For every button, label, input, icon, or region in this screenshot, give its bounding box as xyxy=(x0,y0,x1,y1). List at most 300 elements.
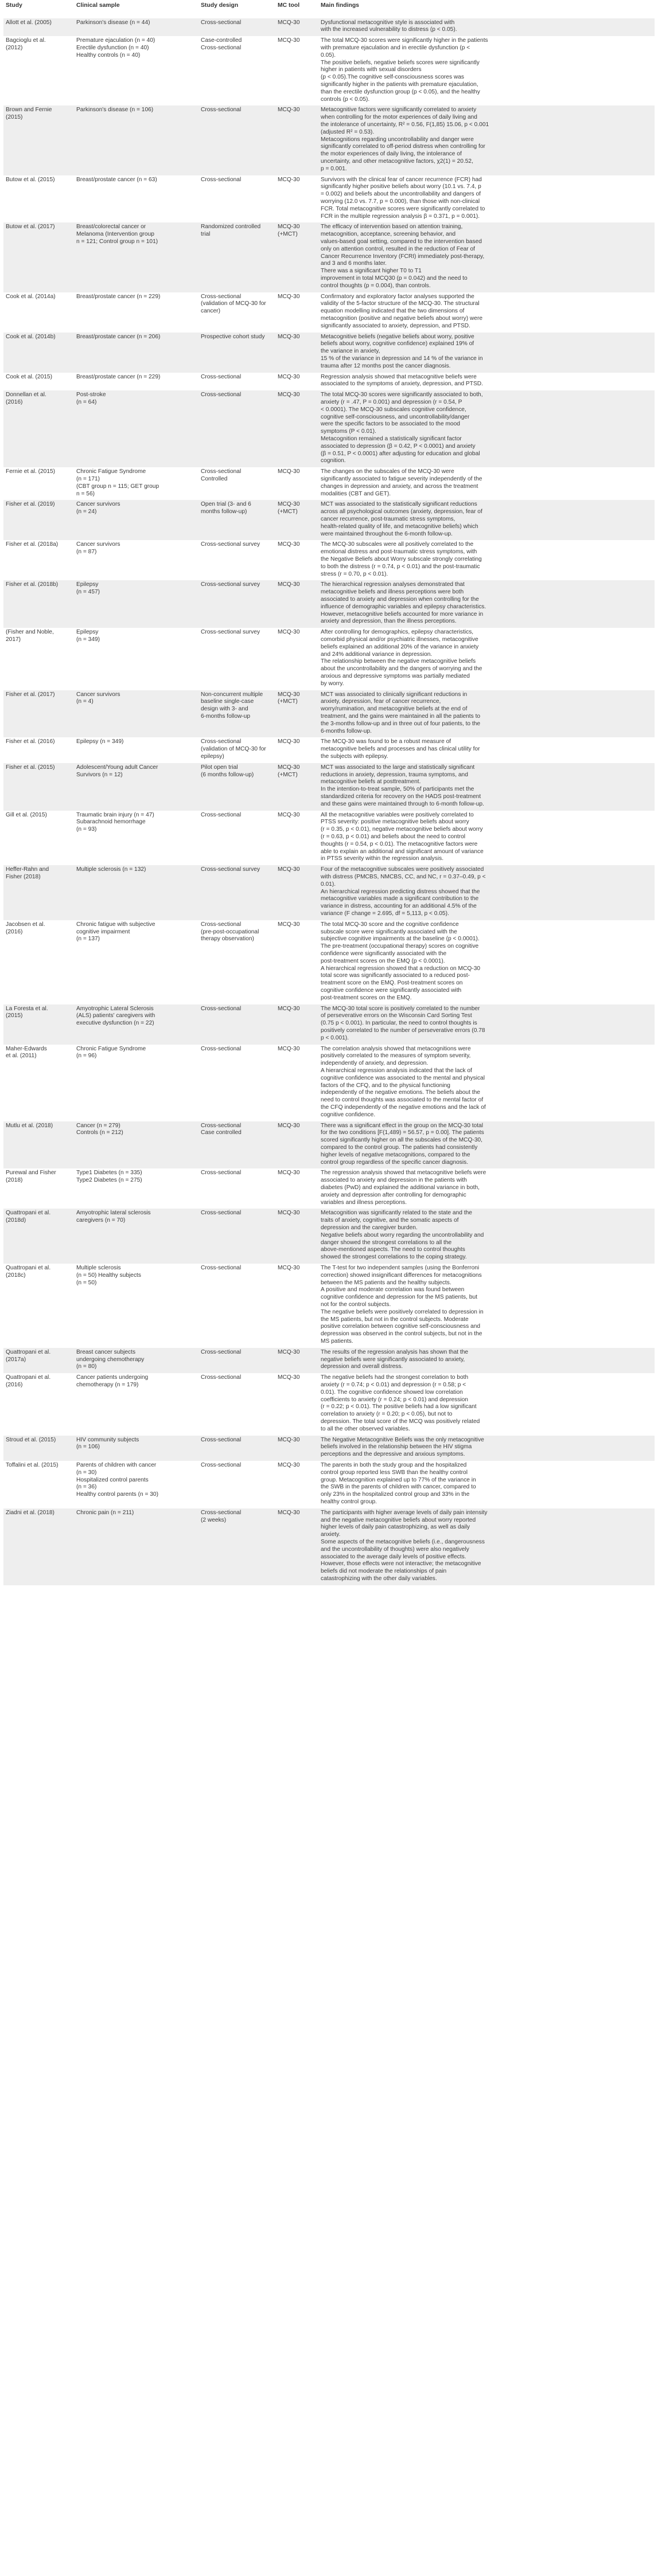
main-findings-cell-line: values-based goal setting, compared to the intervention based xyxy=(321,238,482,245)
mc-tool-cell-line: MCQ-30 xyxy=(278,501,300,508)
main-findings-cell-line: diabetes (PwD) and explained the additional variance in both, xyxy=(321,1184,480,1191)
main-findings-cell-line: MCT was associated to the large and statistically significant xyxy=(321,764,475,771)
clinical-sample-cell-line: Chronic fatigue with subjective xyxy=(76,921,155,928)
study-cell-line: Cook et al. (2014b) xyxy=(6,333,56,340)
main-findings-cell-line: The changes on the subscales of the MCQ-30 were xyxy=(321,468,454,475)
study-cell xyxy=(6,1437,75,1444)
study-design-cell-line: Cross-sectional xyxy=(201,44,242,51)
table-row xyxy=(3,1209,655,1264)
mc-tool-cell-line: MCQ-30 xyxy=(278,468,300,475)
clinical-sample-cell-line: Breast cancer subjects xyxy=(76,1348,136,1355)
study-cell-line: Donnellan et al. xyxy=(6,392,46,398)
header-mc-tool: MC tool xyxy=(278,2,300,9)
main-findings-cell-line: and the negative metacognitive beliefs about worry reported xyxy=(321,1516,476,1523)
main-findings-cell-line: The total MCQ-30 scores were significantly higher in the patients xyxy=(321,37,488,44)
main-findings-cell-line: confidence were significantly associated with the xyxy=(321,950,447,957)
main-findings-cell-line: group. Metacognition explained up to 77% of the variance in xyxy=(321,1476,476,1483)
main-findings-cell-line: beliefs did not moderate the relationships of pain xyxy=(321,1568,447,1575)
study-cell-line: Quattropani et al. xyxy=(6,1374,51,1381)
main-findings-cell-line: cognitive self-consciousness, and uncontrollability/danger xyxy=(321,413,470,420)
clinical-sample-cell xyxy=(76,468,200,498)
main-findings-cell xyxy=(321,866,655,918)
main-findings-cell-line: anxious and depressive symptoms was partially mediated xyxy=(321,673,470,679)
main-findings-cell-line: showed the strongest correlations to the coping strategy. xyxy=(321,1254,467,1261)
main-findings-cell-line: higher in patients with sexual disorders xyxy=(321,67,422,73)
mc-tool-cell-line: MCQ-30 xyxy=(278,1170,300,1176)
main-findings-cell-line: treatment score on the EMQ. Post-treatment scores on xyxy=(321,980,463,987)
mc-tool-cell-line: MCQ-30 xyxy=(278,629,300,636)
study-design-cell xyxy=(201,1210,272,1217)
main-findings-cell-line: PTSS severity: positive metacognitive beliefs about worry xyxy=(321,819,469,826)
study-cell-line: Brown and Fernie xyxy=(6,107,52,114)
study-cell-line: Fisher et al. (2015) xyxy=(6,764,55,771)
study-cell xyxy=(6,1510,75,1517)
study-design-cell xyxy=(201,1265,272,1272)
study-design-cell-line: Cross-sectional xyxy=(201,1170,242,1176)
clinical-sample-cell-line: Healthy control parents (n = 30) xyxy=(76,1491,158,1498)
main-findings-cell-line: depression was observed in the control subjects, but not in the xyxy=(321,1331,482,1338)
study-cell xyxy=(6,541,75,549)
main-findings-cell-line: post-treatment scores on the EMQ. xyxy=(321,994,412,1001)
table-row xyxy=(3,390,655,467)
clinical-sample-cell xyxy=(76,1374,200,1389)
table-row xyxy=(3,467,655,500)
mc-tool-cell-line: MCQ-30 xyxy=(278,19,300,26)
main-findings-cell-line: worry/rumination, and metacognitive beliefs at the end of xyxy=(321,706,468,713)
main-findings-cell-line: and 3 and 6 months later. xyxy=(321,260,387,267)
study-cell-line: et al. (2011) xyxy=(6,1053,37,1060)
table-row xyxy=(3,763,655,811)
mc-tool-cell-line: (+MCT) xyxy=(278,509,298,515)
clinical-sample-cell xyxy=(76,812,200,834)
clinical-sample-cell xyxy=(76,1046,200,1061)
main-findings-cell-line: only on attention control, resulted in the reduction of Fear of xyxy=(321,245,475,252)
study-design-cell xyxy=(201,921,272,943)
mc-tool-cell xyxy=(278,37,318,45)
main-findings-cell-line: total score was significantly associated to a reduced post- xyxy=(321,972,470,979)
main-findings-cell-line: the variance in anxiety, xyxy=(321,348,380,355)
main-findings-cell-line: need to control thoughts was associated to the mental factor of xyxy=(321,1097,484,1104)
study-cell-line: Quattropani et al. xyxy=(6,1265,51,1271)
study-design-cell-line: Randomized controlled xyxy=(201,224,261,230)
clinical-sample-cell-line: Adolescent/Young adult Cancer xyxy=(76,764,158,771)
clinical-sample-cell-line: Parkinson's disease (n = 44) xyxy=(76,19,150,26)
study-cell-line: La Foresta et al. xyxy=(6,1005,48,1012)
main-findings-cell-line: when controlling for the motor experiences of daily living and xyxy=(321,114,477,121)
main-findings-cell xyxy=(321,541,655,578)
main-findings-cell-line: only 23% in the hospitalized control group and 33% in the xyxy=(321,1491,470,1498)
study-design-cell-line: Non-concurrent multiple xyxy=(201,691,263,698)
clinical-sample-cell-line: Traumatic brain injury (n = 47) xyxy=(76,811,154,818)
main-findings-cell-line: significantly higher in the patients with premature ejaculation, xyxy=(321,81,478,88)
mc-tool-cell-line: MCQ-30 xyxy=(278,581,300,588)
main-findings-cell-line: anxiety (r = 0.74; p < 0.01) and depression (r = 0.58; p < xyxy=(321,1381,466,1388)
main-findings-cell-line: metacognitive beliefs and processes and has clinical utility for xyxy=(321,746,480,753)
clinical-sample-cell xyxy=(76,501,200,516)
table-row xyxy=(3,292,655,333)
clinical-sample-cell-line: Subarachnoid hemorrhage xyxy=(76,819,146,826)
main-findings-cell-line: 0.01). The cognitive confidence showed low correlation xyxy=(321,1389,463,1396)
table-row xyxy=(3,811,655,866)
mc-tool-cell-line: MCQ-30 xyxy=(278,541,300,548)
main-findings-cell xyxy=(321,1006,655,1042)
study-cell xyxy=(6,1170,75,1185)
main-findings-cell-line: The MCQ-30 total score is positively correlated to the number xyxy=(321,1005,480,1012)
main-findings-cell-line: cognitive confidence. xyxy=(321,1111,376,1118)
main-findings-cell-line: between the MS patients and the healthy subjects. xyxy=(321,1279,451,1286)
study-cell-line: (2012) xyxy=(6,44,23,51)
study-cell xyxy=(6,501,75,509)
main-findings-cell-line: and 24% additional variance in depression. xyxy=(321,651,433,658)
clinical-sample-cell-line: Cancer survivors xyxy=(76,691,120,698)
clinical-sample-cell-line: n = 121; Control group n = 101) xyxy=(76,238,158,245)
main-findings-cell-line: A hierarchical regression analysis indicated that the lack of xyxy=(321,1067,472,1074)
main-findings-cell-line: metacognitive beliefs at posttreatment. xyxy=(321,779,421,785)
main-findings-cell-line: danger showed the strongest correlations to all the xyxy=(321,1239,452,1246)
study-cell-line: (2016) xyxy=(6,928,23,935)
mc-tool-cell-line: MCQ-30 xyxy=(278,1462,300,1468)
main-findings-cell-line: across all psychological outcomes (anxiety, depression, fear of xyxy=(321,509,482,515)
main-findings-cell-line: the CFQ independently of the negative emotions and the lack of xyxy=(321,1104,486,1111)
main-findings-cell xyxy=(321,1265,655,1346)
mc-tool-cell xyxy=(278,1006,318,1013)
study-cell xyxy=(6,19,75,27)
study-cell-line: Cook et al. (2015) xyxy=(6,373,52,380)
study-cell-line: Butow et al. (2017) xyxy=(6,224,55,230)
clinical-sample-cell xyxy=(76,1437,200,1452)
mc-tool-cell xyxy=(278,1510,318,1517)
mc-tool-cell xyxy=(278,691,318,706)
study-design-cell-line: Cross-sectional xyxy=(201,1436,242,1443)
clinical-sample-cell-line: (ALS) patients' caregivers with xyxy=(76,1013,155,1019)
clinical-sample-cell xyxy=(76,107,200,114)
study-design-cell-line: Cross-sectional xyxy=(201,373,242,380)
study-design-cell-line: Pilot open trial xyxy=(201,764,238,771)
study-design-cell-line: Cross-sectional xyxy=(201,1265,242,1271)
main-findings-cell xyxy=(321,1210,655,1261)
table-row xyxy=(3,1461,655,1508)
main-findings-cell-line: not for the control subjects. xyxy=(321,1301,391,1308)
main-findings-cell-line: higher levels of daily pain catastrophizing, as well as daily xyxy=(321,1524,470,1531)
main-findings-cell-line: The results of the regression analysis has shown that the xyxy=(321,1348,469,1355)
mc-tool-cell xyxy=(278,224,318,239)
mc-tool-cell xyxy=(278,468,318,476)
study-cell-line: Fisher et al. (2018b) xyxy=(6,581,59,588)
main-findings-cell-line: p = 0.001. xyxy=(321,165,347,172)
study-design-cell xyxy=(201,177,272,184)
main-findings-cell xyxy=(321,19,655,34)
study-cell-line: Fisher et al. (2019) xyxy=(6,501,55,508)
study-design-cell xyxy=(201,107,272,114)
main-findings-cell-line: Survivors with the clinical fear of cancer recurrence (FCR) had xyxy=(321,176,482,183)
main-findings-cell-line: associated to the symptoms of anxiety, depression, and PTSD. xyxy=(321,381,483,388)
clinical-sample-cell-line: Breast/prostate cancer (n = 206) xyxy=(76,333,161,340)
study-cell xyxy=(6,1265,75,1280)
main-findings-cell-line: 0.01). xyxy=(321,881,336,888)
mc-tool-cell-line: MCQ-30 xyxy=(278,811,300,818)
main-findings-cell-line: than the erectile dysfunction group (p < 0.05), and the healthy xyxy=(321,88,480,95)
main-findings-cell-line: MS patients. xyxy=(321,1338,353,1344)
study-design-cell-line: Cross-sectional xyxy=(201,738,242,745)
main-findings-cell-line: associated to depression (β = 0.42, P < 0.0001) and anxiety xyxy=(321,443,476,449)
table-row xyxy=(3,105,655,175)
main-findings-cell-line: The relationship between the negative metacognitive beliefs xyxy=(321,658,476,665)
main-findings-cell-line: were maintained throughout the 6-month follow-up. xyxy=(321,530,453,537)
table-row xyxy=(3,1508,655,1585)
study-cell xyxy=(6,629,75,644)
main-findings-cell xyxy=(321,921,655,1002)
mc-tool-cell xyxy=(278,177,318,184)
study-cell-line: Cook et al. (2014a) xyxy=(6,293,56,300)
mc-tool-cell xyxy=(278,334,318,341)
clinical-sample-cell-line: Breast/prostate cancer (n = 229) xyxy=(76,373,161,380)
mc-tool-cell-line: MCQ-30 xyxy=(278,764,300,771)
study-design-cell-line: trial xyxy=(201,231,211,238)
main-findings-cell-line: The total MCQ-30 score and the cognitive confidence xyxy=(321,921,459,928)
study-design-cell xyxy=(201,738,272,760)
mc-tool-cell-line: MCQ-30 xyxy=(278,921,300,928)
main-findings-cell-line: improvement in total MCQ30 (p = 0.042) and the need to xyxy=(321,275,468,282)
mc-tool-cell-line: MCQ-30 xyxy=(278,1005,300,1012)
main-findings-cell-line: The regression analysis showed that metacognitive beliefs were xyxy=(321,1170,486,1176)
mc-tool-cell xyxy=(278,629,318,636)
main-findings-cell-line: control group regardless of the specific cancer diagnosis. xyxy=(321,1159,469,1166)
study-design-cell-line: Case-controlled xyxy=(201,37,242,44)
clinical-sample-cell-line: caregivers (n = 70) xyxy=(76,1217,126,1224)
main-findings-cell-line: anxiety (r = .47, P = 0.001) and depression (r = 0.54, P xyxy=(321,398,462,405)
mc-tool-cell xyxy=(278,1462,318,1469)
mc-tool-cell-line: MCQ-30 xyxy=(278,1122,300,1129)
mc-tool-cell-line: MCQ-30 xyxy=(278,1348,300,1355)
clinical-sample-cell-line: Cancer patients undergoing xyxy=(76,1374,149,1381)
table-row xyxy=(3,222,655,292)
main-findings-cell xyxy=(321,1462,655,1506)
clinical-sample-cell xyxy=(76,19,200,27)
main-findings-cell xyxy=(321,501,655,538)
main-findings-cell-line: negative beliefs were significantly associated to anxiety, xyxy=(321,1356,465,1363)
study-cell-line: (2016) xyxy=(6,1381,23,1388)
study-cell-line: Quattropani et al. xyxy=(6,1348,51,1355)
main-findings-cell-line: There was a significant higher T0 to T1 xyxy=(321,268,422,275)
study-design-cell xyxy=(201,501,272,516)
clinical-sample-cell-line: (n = 457) xyxy=(76,589,100,596)
clinical-sample-cell xyxy=(76,1265,200,1287)
clinical-sample-cell-line: Chronic Fatigue Syndrome xyxy=(76,1045,146,1052)
clinical-sample-cell xyxy=(76,37,200,59)
study-design-cell-line: (validation of MCQ-30 for xyxy=(201,300,266,307)
table-row xyxy=(3,1045,655,1121)
main-findings-cell-line: and these gains were maintained through to 6-month follow-up. xyxy=(321,800,484,807)
main-findings-cell-line: higher levels of negative metacognitions, compared to the xyxy=(321,1151,470,1158)
study-cell xyxy=(6,392,75,406)
main-findings-cell-line: Metacognitions regarding uncontrollability and danger were xyxy=(321,136,474,143)
main-findings-cell-line: After controlling for demographics, epilepsy characteristics, xyxy=(321,629,474,636)
main-findings-cell-line: modalities (CBT and GET). xyxy=(321,490,391,497)
study-cell xyxy=(6,1046,75,1061)
study-design-cell-line: Cross-sectional xyxy=(201,1374,242,1381)
study-design-cell-line: Cross-sectional xyxy=(201,1348,242,1355)
study-cell-line: (2016) xyxy=(6,398,23,405)
main-findings-cell-line: An hierarchical regression predicting distress showed that the xyxy=(321,888,480,895)
study-design-cell-line: months follow-up) xyxy=(201,509,247,515)
study-design-cell-line: Cross-sectional xyxy=(201,176,242,183)
main-findings-cell-line: comorbid physical and/or psychiatric illnesses, metacognitive xyxy=(321,636,478,643)
clinical-sample-cell-line: Multiple sclerosis xyxy=(76,1265,121,1271)
table-row xyxy=(3,1168,655,1209)
study-design-cell xyxy=(201,629,272,636)
mc-tool-cell xyxy=(278,294,318,301)
clinical-sample-cell-line: Hospitalized control parents xyxy=(76,1476,149,1483)
main-findings-cell-line: anxiety, depression, fear of cancer recurrence, xyxy=(321,698,441,705)
main-findings-cell-line: Metacognition was significantly related to the state and the xyxy=(321,1210,472,1217)
main-findings-cell-line: anxiety and depression, than the illness perceptions. xyxy=(321,618,457,625)
mc-tool-cell xyxy=(278,374,318,381)
study-design-cell-line: Cross-sectional xyxy=(201,1509,242,1516)
mc-tool-cell xyxy=(278,764,318,779)
study-cell xyxy=(6,468,75,476)
clinical-sample-cell-line: Epilepsy xyxy=(76,581,99,588)
study-cell-line: Jacobsen et al. xyxy=(6,921,45,928)
study-design-cell-line: Cross-sectional survey xyxy=(201,581,260,588)
main-findings-cell-line: the subjects with epilepsy. xyxy=(321,753,388,760)
clinical-sample-cell-line: Breast/colorectal cancer or xyxy=(76,224,146,230)
main-findings-cell-line: Metacognitive factors were significantly correlated to anxiety xyxy=(321,107,477,114)
clinical-sample-cell-line: Parkinson's disease (n = 106) xyxy=(76,107,154,114)
main-findings-cell-line: cognition. xyxy=(321,458,346,464)
main-findings-cell-line: The MCQ-30 was found to be a robust measure of xyxy=(321,738,451,745)
study-design-cell xyxy=(201,1170,272,1177)
header-clinical-sample: Clinical sample xyxy=(76,2,120,9)
table-row xyxy=(3,373,655,391)
main-findings-cell-line: reductions in anxiety, depression, trauma symptoms, and xyxy=(321,771,468,778)
study-design-cell-line: epilepsy) xyxy=(201,753,224,760)
clinical-sample-cell xyxy=(76,764,200,779)
mc-tool-cell-line: MCQ-30 xyxy=(278,866,300,873)
study-design-cell xyxy=(201,1349,272,1357)
study-design-cell xyxy=(201,468,272,483)
clinical-sample-cell-line: executive dysfunction (n = 22) xyxy=(76,1020,154,1027)
clinical-sample-cell xyxy=(76,581,200,596)
main-findings-cell xyxy=(321,374,655,389)
clinical-sample-cell xyxy=(76,691,200,706)
study-cell-line: Purewal and Fisher xyxy=(6,1170,56,1176)
main-findings-cell-line: of perseverative errors on the Wisconsin Card Sorting Test xyxy=(321,1013,472,1019)
study-design-cell-line: Cross-sectional xyxy=(201,1122,242,1129)
main-findings-cell-line: the MS patients, but not in the control subjects. Moderate xyxy=(321,1316,469,1323)
clinical-sample-cell xyxy=(76,177,200,184)
study-design-cell-line: Cross-sectional xyxy=(201,1005,242,1012)
study-design-cell xyxy=(201,812,272,819)
main-findings-cell-line: in PTSS severity within the regression analysis. xyxy=(321,855,444,862)
clinical-sample-cell-line: Breast/prostate cancer (n = 229) xyxy=(76,293,161,300)
clinical-sample-cell-line: undergoing chemotherapy xyxy=(76,1356,145,1363)
clinical-sample-cell xyxy=(76,334,200,341)
main-findings-cell-line: p < 0.001). xyxy=(321,1034,349,1041)
main-findings-cell-line: metacognitive beliefs and illness perceptions were both xyxy=(321,589,464,596)
mc-tool-cell xyxy=(278,581,318,589)
main-findings-cell-line: 0.05). xyxy=(321,52,336,58)
main-findings-cell-line: with premature ejaculation and in erectile dysfunction (p < xyxy=(321,44,470,51)
mc-tool-cell xyxy=(278,501,318,516)
study-cell-line: Heffer-Rahn and xyxy=(6,866,49,873)
study-cell xyxy=(6,177,75,184)
study-cell-line: (2015) xyxy=(6,1013,23,1019)
main-findings-cell xyxy=(321,468,655,498)
table-row xyxy=(3,1004,655,1045)
main-findings-cell-line: Negative beliefs about worry regarding the uncontrollability and xyxy=(321,1232,484,1238)
main-findings-cell-line: The positive beliefs, negative beliefs scores were significantly xyxy=(321,59,480,66)
table-row xyxy=(3,175,655,223)
main-findings-cell xyxy=(321,1170,655,1206)
table-row xyxy=(3,333,655,373)
mc-tool-cell xyxy=(278,1374,318,1382)
main-findings-cell-line: for the two conditions [F(1,489) = 56.57, p = 0.00]. The patients xyxy=(321,1129,484,1136)
mc-tool-cell xyxy=(278,921,318,929)
clinical-sample-cell-line: Type2 Diabetes (n = 275) xyxy=(76,1177,142,1184)
main-findings-cell-line: depression and the caregiver burden. xyxy=(321,1224,418,1231)
main-findings-cell-line: significantly associated to fatigue severity independently of the xyxy=(321,475,482,482)
clinical-sample-cell-line: Type1 Diabetes (n = 335) xyxy=(76,1170,142,1176)
main-findings-cell-line: (β = 0.51, P < 0.0001) after adjusting for education and global xyxy=(321,450,480,457)
main-findings-cell-line: (r = 0.63, p < 0.01) and beliefs about the need to control xyxy=(321,833,466,840)
study-design-cell-line: Controlled xyxy=(201,475,228,482)
clinical-sample-cell-line: (n = 171) xyxy=(76,475,100,482)
mc-tool-cell-line: MCQ-30 xyxy=(278,392,300,398)
main-findings-cell-line: Four of the metacognitive subscales were positively associated xyxy=(321,866,484,873)
main-findings-cell-line: associated to anxiety and depression when controlling for the xyxy=(321,596,479,603)
main-findings-cell-line: variance in distress, accounting for an additional 4.5% of the xyxy=(321,903,477,910)
main-findings-cell-line: independently of the negative emotions. The beliefs about the xyxy=(321,1089,480,1096)
main-findings-cell-line: positively correlated to the measures of symptom severity, xyxy=(321,1053,471,1060)
main-findings-cell-line: associated to the average daily levels of positive effects. xyxy=(321,1553,466,1560)
main-findings-cell-line: The total MCQ-30 scores were significantly associated to both, xyxy=(321,392,483,398)
study-design-cell xyxy=(201,334,272,341)
main-findings-cell xyxy=(321,1046,655,1119)
study-cell-line: Gill et al. (2015) xyxy=(6,811,47,818)
table-row xyxy=(3,36,655,105)
study-design-cell-line: therapy observation) xyxy=(201,936,254,943)
main-findings-cell-line: variables and illness perceptions. xyxy=(321,1199,407,1206)
study-cell xyxy=(6,1462,75,1469)
study-cell-line: Fisher (2018) xyxy=(6,873,41,880)
main-findings-cell-line: Some aspects of the metacognitive beliefs (i.e., dangerousness xyxy=(321,1538,485,1545)
table-row xyxy=(3,540,655,580)
study-cell-line: Fernie et al. (2015) xyxy=(6,468,56,475)
table-row xyxy=(3,500,655,540)
main-findings-cell-line: control thoughts (p = 0.004), than controls. xyxy=(321,282,431,289)
main-findings-cell xyxy=(321,738,655,760)
main-findings-cell-line: The participants with higher average levels of daily pain intensity xyxy=(321,1509,488,1516)
clinical-sample-cell-line: (n = 106) xyxy=(76,1444,100,1451)
clinical-sample-cell-line: (CBT group n = 115; GET group xyxy=(76,483,159,490)
study-cell-line: Butow et al. (2015) xyxy=(6,176,55,183)
main-findings-cell xyxy=(321,581,655,626)
main-findings-cell-line: However, metacognitive beliefs accounted for more variance in xyxy=(321,611,484,617)
main-findings-cell-line: the SWB in the parents of children with cancer, compared to xyxy=(321,1484,476,1491)
study-cell-line: Fisher et al. (2017) xyxy=(6,691,55,698)
main-findings-cell-line: beliefs involved in the relationship between the HIV stigma xyxy=(321,1444,472,1451)
clinical-sample-cell xyxy=(76,921,200,943)
clinical-sample-cell xyxy=(76,1349,200,1371)
mc-tool-cell-line: (+MCT) xyxy=(278,231,298,238)
main-findings-cell-line: The hierarchical regression analyses demonstrated that xyxy=(321,581,465,588)
clinical-sample-cell-line: Erectile dysfunction (n = 40) xyxy=(76,44,149,51)
header-study: Study xyxy=(6,2,22,9)
clinical-sample-cell xyxy=(76,1123,200,1137)
mc-tool-cell xyxy=(278,1170,318,1177)
main-findings-cell-line: beliefs about worry, cognitive confidence) explained 19% of xyxy=(321,341,474,347)
study-cell-line: 2017) xyxy=(6,636,21,643)
